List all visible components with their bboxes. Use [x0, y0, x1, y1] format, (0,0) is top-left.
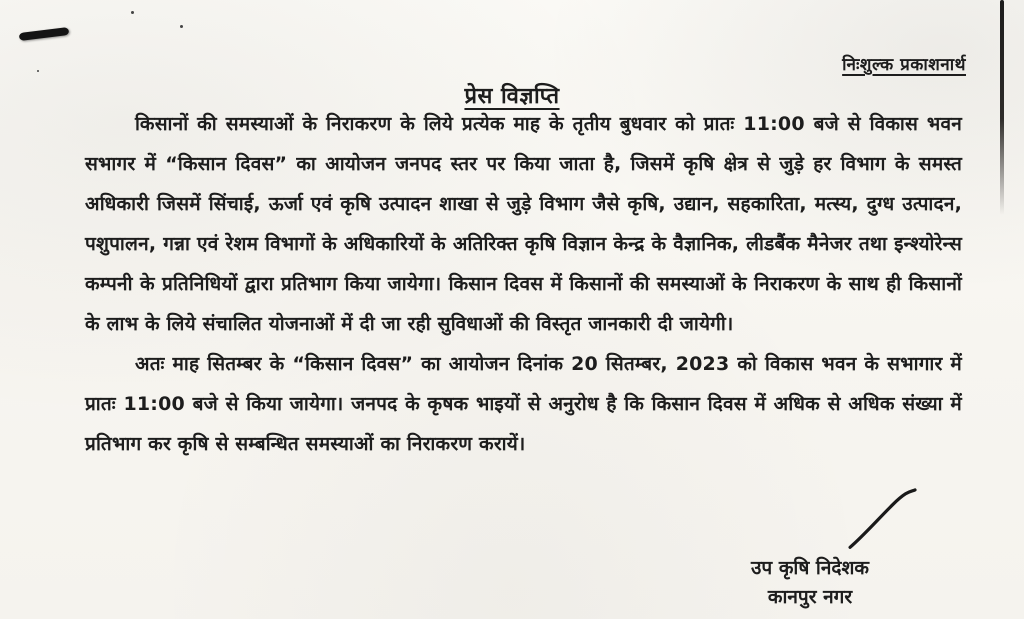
page-title: प्रेस विज्ञप्ति — [464, 84, 560, 109]
paragraph-1: किसानों की समस्याओं के निराकरण के लिये प्रत्येक माह के तृतीय बुधवार को प्रातः 11:00 बजे से विकास भवन सभागर में “किसान दिवस” का आयोजन जनपद स्तर पर किया जाता है, जिसमें कृषि क्षेत्र से जुड़े हर विभाग के समस्त अधिकारी जिसमें सिंचाई, ऊर्जा एवं कृषि उत्पादन शाखा से जुड़े विभाग जैसे कृषि, उद्यान, सहकारिता, मत्स्य, दुग्ध उत्पादन, पशुपालन, गन्ना एवं रेशम विभागों के अधिकारियों के अतिरिक्त कृषि विज्ञान केन्द्र के वैज्ञानिक, लीडबैंक मैनेजर तथा इन्श्योरेन्स कम्पनी के प्रतिनिधियों द्वारा प्रतिभाग किया जायेगा। किसान दिवस में किसानों की समस्याओं के निराकरण के साथ ही किसानों के लाभ के लिये संचालित योजनाओं में दी जा रही सुविधाओं की विस्तृत जानकारी दी जायेगी। — [85, 113, 962, 335]
scan-speck — [131, 11, 134, 14]
free-publication-label: निःशुल्क प्रकाशनार्थ — [842, 55, 966, 75]
signature-block — [660, 488, 960, 612]
scan-speck — [37, 70, 39, 72]
signatory-designation: उप कृषि निदेशक — [751, 557, 869, 579]
signature-stroke-icon — [845, 488, 921, 552]
ink-smudge-artifact — [19, 27, 70, 41]
signatory-location: कानपुर नगर — [767, 586, 853, 608]
document-body — [85, 104, 962, 464]
scan-speck — [180, 25, 183, 28]
paragraph-2: अतः माह सितम्बर के “किसान दिवस” का आयोजन दिनांक 20 सितम्बर, 2023 को विकास भवन के सभागार में प्रातः 11:00 बजे से किया जायेगा। जनपद के कृषक भाइयों से अनुरोध है कि किसान दिवस में अधिक से अधिक संख्या में प्रतिभाग कर कृषि से सम्बन्धित समस्याओं का निराकरण करायें। — [85, 353, 962, 455]
